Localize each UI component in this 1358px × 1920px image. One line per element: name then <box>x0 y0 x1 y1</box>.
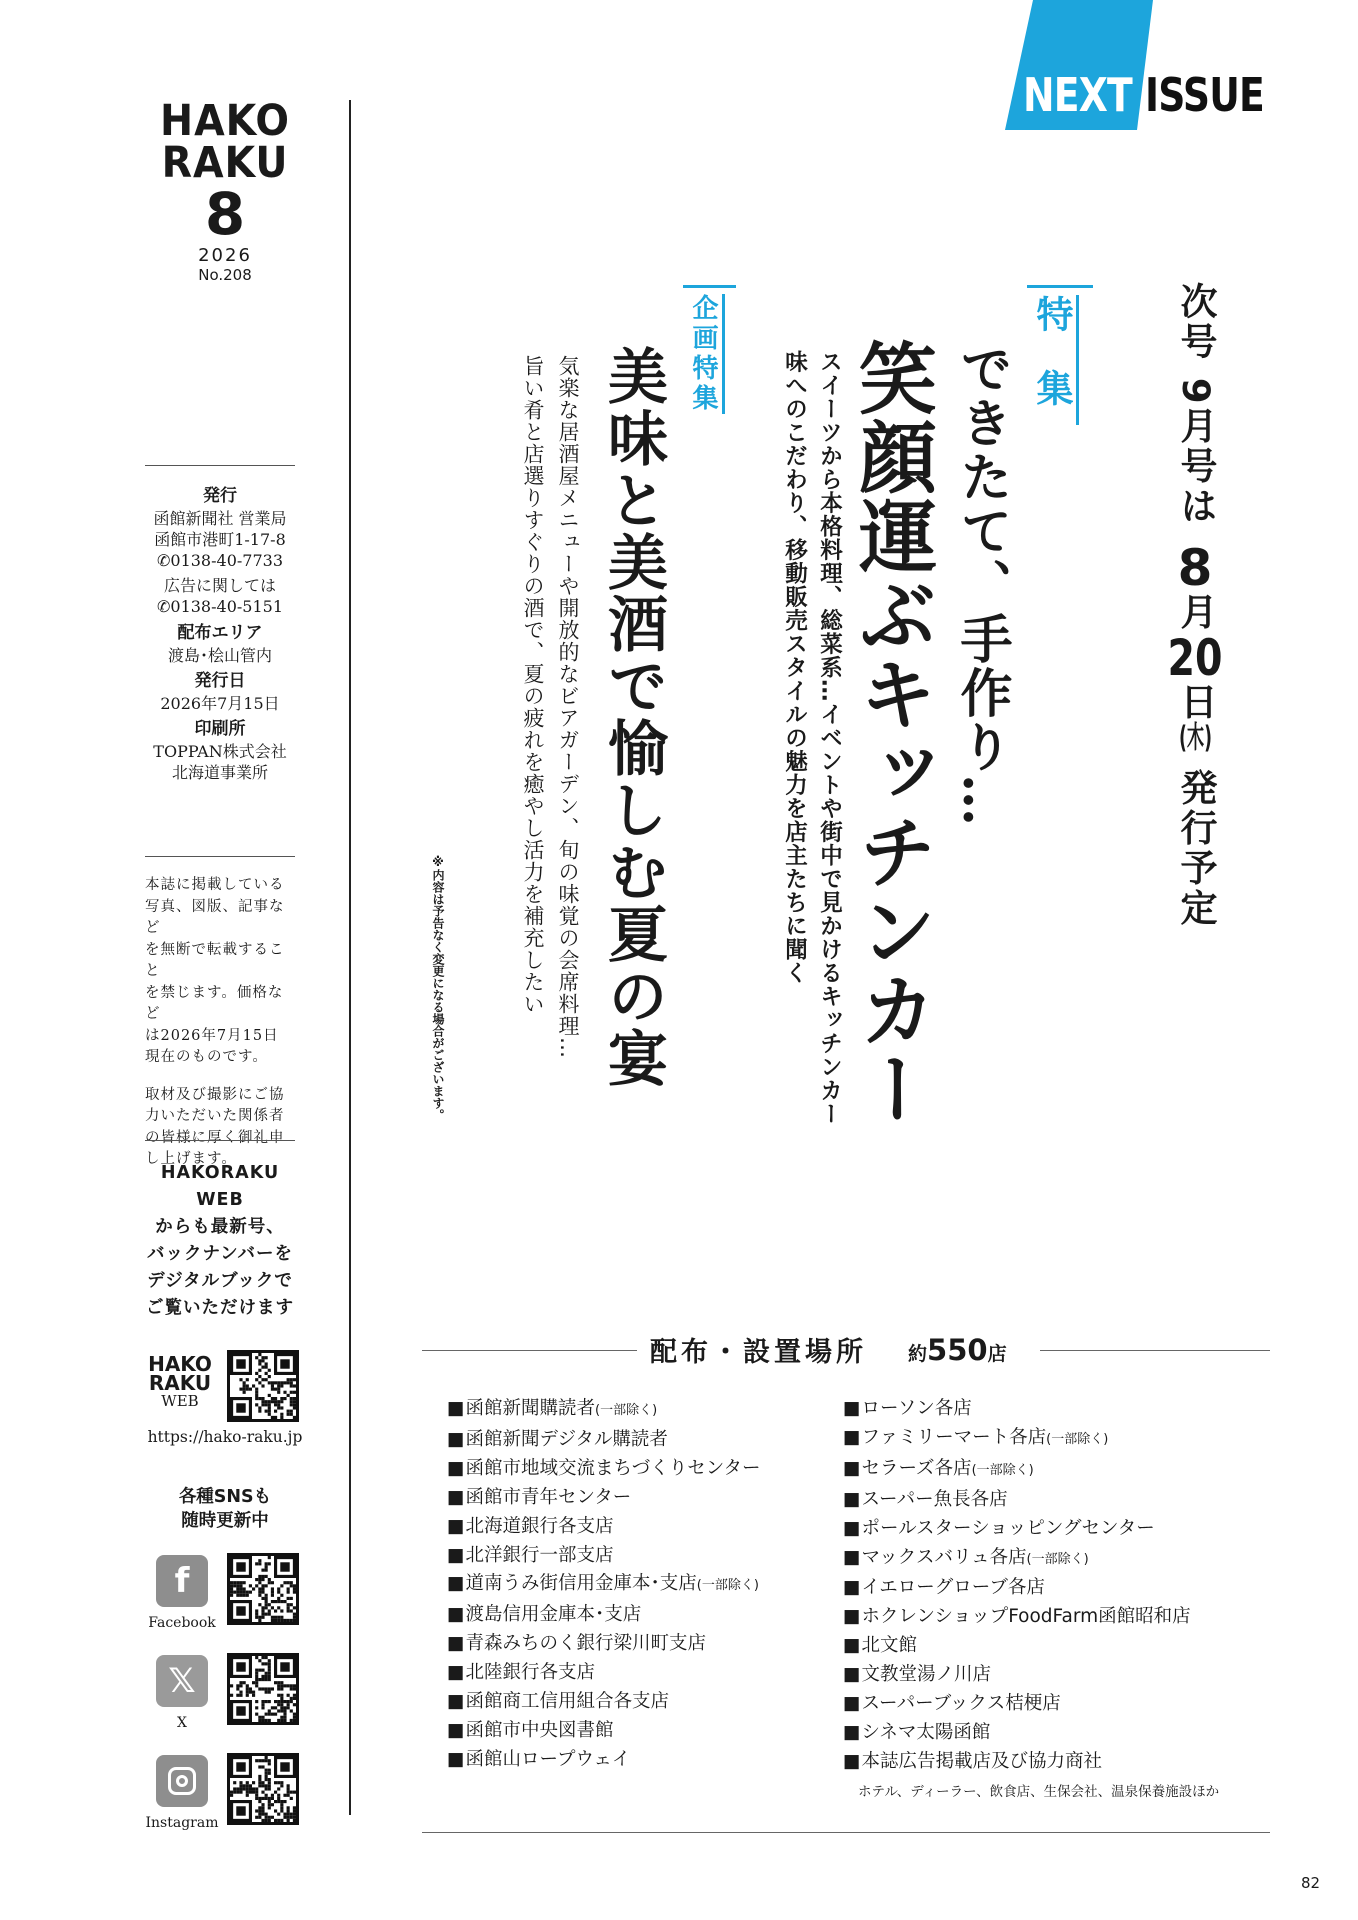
web-message <box>145 1160 295 1322</box>
count-number: 550 <box>927 1333 988 1367</box>
distribution-item <box>843 1486 1191 1515</box>
feature-tag-rule <box>1027 285 1093 288</box>
facebook-icon[interactable]: f <box>156 1555 208 1607</box>
distribution-item <box>843 1748 1191 1777</box>
special-headline: 美味と美酒で愉しむ夏の宴 <box>598 345 668 1089</box>
ad-tel <box>145 596 295 617</box>
distribution-item-note: (一部除く) <box>1026 1551 1089 1567</box>
web-msg-line: からも最新号、 <box>155 1217 285 1237</box>
phone-icon: ✆ <box>156 597 171 616</box>
distribution-item <box>447 1717 761 1746</box>
distribution-item <box>843 1661 1191 1690</box>
date-part: 次号 <box>1174 282 1217 378</box>
qr-code-icon[interactable] <box>227 1753 299 1825</box>
distribution-item <box>843 1603 1191 1632</box>
distribution-item-name: スーパーブックス桔梗店 <box>861 1693 1061 1715</box>
distribution-title: 配布・設置場所 <box>650 1337 867 1368</box>
note-line: 本誌に掲載している <box>145 877 285 893</box>
distribution-item-note: (一部除く) <box>595 1403 658 1418</box>
special-tag-rule <box>683 285 736 288</box>
page-number: 82 <box>1301 1874 1321 1892</box>
web-msg-line: HAKORAKU <box>160 1163 280 1183</box>
divider <box>145 856 295 857</box>
distribution-item <box>447 1455 761 1484</box>
sns-msg-line: 随時更新中 <box>181 1511 269 1531</box>
distribution-list-left <box>447 1395 761 1775</box>
distribution-item <box>447 1484 761 1513</box>
distribution-item-name: 函館市地域交流まちづくりセンター <box>465 1457 761 1479</box>
date-month-number: 8 <box>1177 542 1213 593</box>
distribution-item-name: シネマ太陽函館 <box>861 1721 991 1743</box>
divider <box>422 1832 1270 1833</box>
distribution-item-name: 函館新聞購読者 <box>465 1398 595 1419</box>
distribution-item-note: (一部除く) <box>1046 1431 1109 1447</box>
facebook-label: Facebook <box>148 1615 216 1631</box>
web-msg-line: WEB <box>196 1190 244 1210</box>
issue-number: No.208 <box>198 266 252 284</box>
distribution-item <box>843 1544 1191 1575</box>
distribution-item-note: (一部除く) <box>696 1578 759 1594</box>
count-suffix: 店 <box>987 1343 1007 1365</box>
web-logo[interactable] <box>147 1352 213 1410</box>
count-prefix: 約 <box>908 1343 928 1365</box>
distribution-item <box>843 1395 1191 1424</box>
distribution-item-name: 函館商工信用組合各支店 <box>465 1691 669 1713</box>
instagram-label: Instagram <box>145 1815 219 1831</box>
distribution-item-name: 函館市中央図書館 <box>465 1719 614 1741</box>
banner-word-issue: ISSUE <box>1145 68 1264 122</box>
note-line: を無断で転載すること <box>145 941 285 979</box>
issue-year: 2026 <box>198 245 252 266</box>
distribution-footnote: ホテル、ディーラー、飲食店、生保会社、温泉保養施設ほか <box>858 1784 1220 1800</box>
date-value: 2026年7月15日 <box>160 694 280 713</box>
special-tag: 企画特集 <box>690 294 725 414</box>
publisher-tel-number: 0138-40-7733 <box>170 551 283 570</box>
publisher-address: 函館市港町1-17-8 <box>154 530 286 549</box>
area-label: 配布エリア <box>177 623 263 643</box>
web-logo-line: RAKU <box>148 1371 212 1395</box>
feature-headline-2: 笑顔運ぶキッチンカー <box>846 338 937 1128</box>
special-sub-2: 旨い肴と店選りすぐりの酒で、夏の疲れを癒やし活力を補充したい <box>521 355 545 1015</box>
distribution-item <box>447 1688 761 1717</box>
distribution-item <box>447 1630 761 1659</box>
publisher-name: 函館新聞社 営業局 <box>153 509 287 528</box>
distribution-item-name: 函館新聞デジタル購読者 <box>465 1428 668 1450</box>
phone-icon: ✆ <box>156 551 171 570</box>
distribution-item-name: マックスバリュ各店 <box>861 1546 1027 1568</box>
distribution-item <box>447 1542 761 1571</box>
web-url[interactable]: https://hako-raku.jp <box>147 1428 303 1446</box>
instagram-icon[interactable] <box>156 1755 208 1807</box>
web-msg-line: バックナンバーを <box>147 1244 293 1264</box>
date-part: 月 <box>1174 592 1217 633</box>
next-issue-banner <box>1005 0 1265 130</box>
web-logo-line: WEB <box>161 1392 199 1410</box>
publisher-tel <box>145 550 295 571</box>
distribution-item-name: 文教堂湯ノ川店 <box>861 1664 991 1686</box>
distribution-item-name: ホクレンショップFoodFarm函館昭和店 <box>861 1606 1191 1628</box>
column-divider <box>349 100 351 1815</box>
publisher-label: 発行 <box>203 486 237 506</box>
change-notice: ※内容は予告なく変更になる場合がございます。 <box>431 855 445 1121</box>
x-icon[interactable]: 𝕏 <box>156 1655 208 1707</box>
note-line: を禁じます。価格など <box>145 984 284 1022</box>
qr-code-icon[interactable] <box>227 1553 299 1625</box>
date-label: 発行日 <box>194 671 246 691</box>
note-line: 取材及び撮影にご協 <box>145 1086 285 1103</box>
distribution-item-name: 北文館 <box>861 1635 917 1657</box>
distribution-item-name: スーパー魚長各店 <box>861 1488 1008 1510</box>
feature-sub-2: 味へのこだわり、移動販売スタイルの魅力を店主たちに聞く <box>781 350 808 985</box>
printer-line-1: TOPPAN株式会社 <box>153 742 287 761</box>
divider <box>422 1350 637 1351</box>
logo-line-2: RAKU <box>161 138 289 188</box>
distribution-item <box>843 1424 1191 1455</box>
feature-sub-1: スイーツから本格料理、総菜系…イベントや街中で見かけるキッチンカー <box>816 350 843 1126</box>
masthead <box>140 96 310 284</box>
ad-tel-number: 0138-40-5151 <box>170 597 283 616</box>
date-part: 日 <box>1174 682 1217 723</box>
issue-month: 8 <box>204 180 246 248</box>
feature-tag: 特 集 <box>1033 295 1079 425</box>
distribution-item <box>843 1719 1191 1748</box>
ad-label: 広告に関しては <box>163 576 276 595</box>
special-sub-1: 気楽な居酒屋メニューや開放的なビアガーデン、旬の味覚の会席料理… <box>556 355 580 1059</box>
area-value: 渡島･桧山管内 <box>167 646 272 665</box>
date-weekday: (木) <box>1179 722 1212 753</box>
note-line: 力いただいた関係者 <box>145 1108 285 1124</box>
distribution-item-name: 北海道銀行各支店 <box>465 1515 614 1537</box>
distribution-item-name: 北洋銀行一部支店 <box>465 1544 614 1566</box>
distribution-item-name: 道南うみ街信用金庫本･支店 <box>465 1573 697 1595</box>
distribution-count <box>908 1333 1007 1367</box>
note-line: し上げます。 <box>145 1151 237 1167</box>
feature-headline-1: できたて、手作り… <box>951 342 1012 828</box>
distribution-item <box>447 1570 761 1601</box>
distribution-item-name: ファミリーマート各店 <box>861 1426 1047 1448</box>
colophon-info <box>145 484 295 783</box>
distribution-item <box>447 1513 761 1542</box>
distribution-item <box>843 1632 1191 1661</box>
distribution-item-name: ローソン各店 <box>861 1398 972 1419</box>
date-day-number: 20 <box>1167 632 1223 683</box>
web-logo-line: HAKO <box>148 1352 212 1376</box>
distribution-item <box>843 1690 1191 1719</box>
printer-line-2: 北海道事業所 <box>171 763 268 782</box>
sns-message <box>145 1485 305 1533</box>
sns-msg-line: 各種SNSも <box>178 1487 272 1507</box>
qr-code-icon[interactable] <box>227 1350 299 1422</box>
next-issue-date <box>1167 282 1223 929</box>
note-line: 現在のものです。 <box>145 1049 268 1065</box>
distribution-item-name: 北陸銀行各支店 <box>465 1662 595 1684</box>
banner-word-next: NEXT <box>1023 68 1132 122</box>
distribution-item <box>843 1455 1191 1486</box>
distribution-item-name: 本誌広告掲載店及び協力商社 <box>861 1750 1102 1772</box>
distribution-item <box>447 1746 761 1775</box>
date-part: 9月号は <box>1174 377 1217 543</box>
note-line: の皆様に厚く御礼申 <box>145 1129 285 1146</box>
distribution-item <box>843 1574 1191 1603</box>
date-part: 発行予定 <box>1174 752 1217 929</box>
distribution-item-name: 青森みちのく銀行梁川町支店 <box>465 1633 706 1655</box>
distribution-item <box>447 1426 761 1455</box>
distribution-item-note: (一部除く) <box>971 1462 1034 1478</box>
distribution-item-name: イエローグローブ各店 <box>861 1577 1045 1599</box>
printer-label: 印刷所 <box>194 719 246 739</box>
logo-line-1: HAKO <box>160 96 290 146</box>
distribution-item-name: 函館山ロープウェイ <box>465 1748 631 1770</box>
web-msg-line: ご覧いただけます <box>146 1298 294 1318</box>
qr-code-icon[interactable] <box>227 1653 299 1725</box>
note-line: は2026年7月15日 <box>145 1027 279 1044</box>
distribution-item-name: セラーズ各店 <box>861 1457 972 1479</box>
distribution-item <box>447 1601 761 1630</box>
note-line: 写真、図版、記事など <box>145 898 285 936</box>
x-label: X <box>177 1715 187 1731</box>
distribution-item <box>447 1659 761 1688</box>
distribution-list-right <box>843 1395 1191 1777</box>
divider <box>145 465 295 466</box>
distribution-item <box>447 1395 761 1426</box>
distribution-item-name: 函館市青年センター <box>465 1486 632 1508</box>
web-msg-line: デジタルブックで <box>147 1271 293 1291</box>
divider <box>145 1140 295 1141</box>
distribution-item-name: ポールスターショッピングセンター <box>861 1517 1155 1539</box>
distribution-item <box>843 1515 1191 1544</box>
divider <box>1040 1350 1270 1351</box>
distribution-item-name: 渡島信用金庫本･支店 <box>465 1604 642 1626</box>
copyright-note <box>145 875 295 1171</box>
